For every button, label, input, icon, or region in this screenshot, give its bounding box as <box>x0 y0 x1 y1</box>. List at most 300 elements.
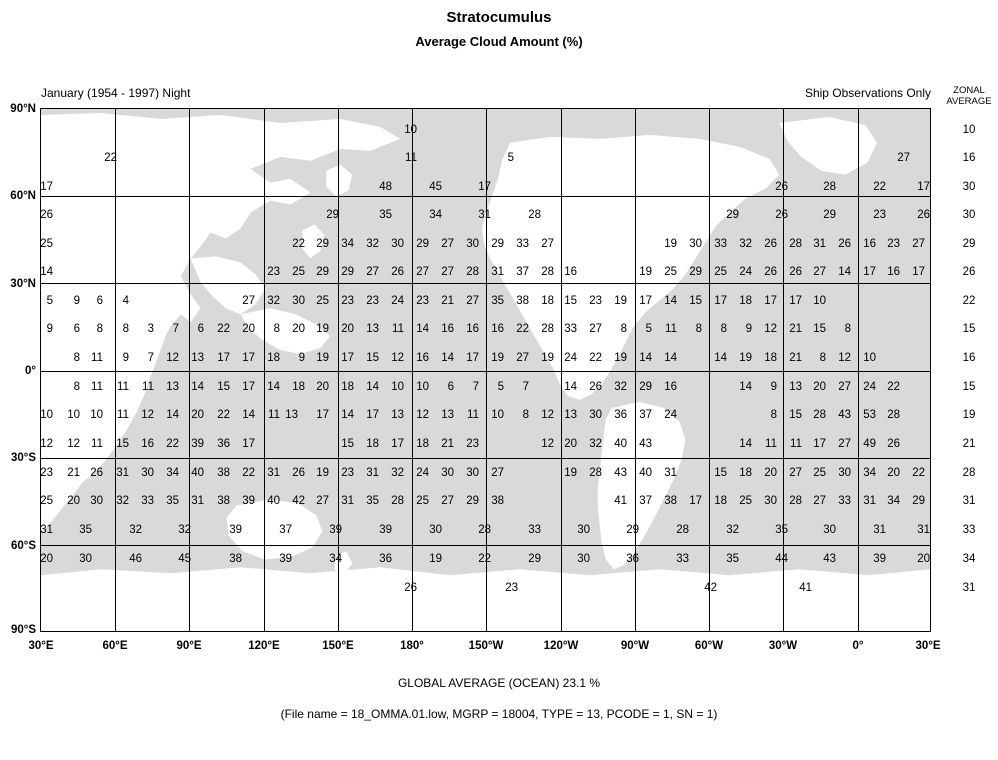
grid-cell-value: 40 <box>267 495 280 507</box>
grid-cell-value: 46 <box>129 553 142 565</box>
grid-cell-value: 18 <box>292 381 305 393</box>
grid-cell-value: 22 <box>242 467 255 479</box>
x-axis-label: 120°E <box>248 640 280 652</box>
y-axis-label: 60°S <box>10 540 36 552</box>
grid-cell-value: 29 <box>326 209 339 221</box>
grid-cell-value: 19 <box>541 352 554 364</box>
x-axis-label: 60°E <box>102 640 128 652</box>
grid-cell-value: 21 <box>789 323 802 335</box>
grid-cell-value: 28 <box>823 181 836 193</box>
x-axis-label: 30°E <box>28 640 54 652</box>
grid-cell-value: 30 <box>823 524 836 536</box>
grid-cell-value: 23 <box>341 295 354 307</box>
grid-cell-value: 7 <box>472 381 479 393</box>
grid-cell-value: 36 <box>614 409 627 421</box>
grid-cell-value: 28 <box>391 495 404 507</box>
grid-cell-value: 27 <box>789 467 802 479</box>
grid-cell-value: 39 <box>873 553 886 565</box>
grid-cell-value: 34 <box>429 209 442 221</box>
grid-cell-value: 19 <box>664 238 677 250</box>
grid-cell-value: 26 <box>838 238 851 250</box>
grid-cell-value: 14 <box>242 409 255 421</box>
grid-cell-value: 43 <box>614 467 627 479</box>
grid-cell-value: 19 <box>739 352 752 364</box>
grid-cell-value: 48 <box>379 181 392 193</box>
grid-cell-value: 14 <box>714 352 727 364</box>
grid-cell-value: 17 <box>764 295 777 307</box>
grid-cell-value: 31 <box>813 238 826 250</box>
grid-cell-value: 27 <box>813 266 826 278</box>
grid-cell-value: 22 <box>478 553 491 565</box>
grid-cell-value: 15 <box>813 323 826 335</box>
grid-cell-value: 27 <box>441 266 454 278</box>
grid-cell-value: 39 <box>379 524 392 536</box>
grid-cell-value: 42 <box>704 582 717 594</box>
grid-cell-value: 30 <box>429 524 442 536</box>
grid-cell-value: 41 <box>614 495 627 507</box>
grid-cell-value: 36 <box>379 553 392 565</box>
grid-cell-value: 29 <box>689 266 702 278</box>
grid-cell-value: 32 <box>267 295 280 307</box>
zonal-average-value: 34 <box>962 553 976 565</box>
grid-cell-value: 17 <box>391 438 404 450</box>
grid-cell-value: 19 <box>564 467 577 479</box>
grid-cell-value: 25 <box>664 266 677 278</box>
grid-cell-value: 9 <box>46 323 53 335</box>
grid-cell-value: 29 <box>316 266 329 278</box>
page-subtitle: Average Cloud Amount (%) <box>415 34 583 49</box>
grid-cell-value: 24 <box>416 467 429 479</box>
grid-cell-value: 18 <box>764 352 777 364</box>
grid-cell-value: 31 <box>116 467 129 479</box>
grid-cell-value: 8 <box>522 409 529 421</box>
grid-cell-value: 30 <box>577 553 590 565</box>
period-caption: January (1954 - 1997) Night <box>41 86 191 100</box>
grid-cell-value: 32 <box>589 438 602 450</box>
grid-cell-value: 28 <box>528 209 541 221</box>
grid-cell-value: 9 <box>73 295 80 307</box>
grid-cell-value: 12 <box>67 438 80 450</box>
global-average-text: GLOBAL AVERAGE (OCEAN) 23.1 % <box>397 676 601 690</box>
grid-cell-value: 12 <box>541 438 554 450</box>
zonal-average-value: 30 <box>962 181 976 193</box>
grid-cell-value: 23 <box>416 295 429 307</box>
grid-cell-value: 30 <box>764 495 777 507</box>
grid-cell-value: 20 <box>242 323 255 335</box>
grid-cell-value: 33 <box>714 238 727 250</box>
grid-cell-value: 11 <box>142 381 154 393</box>
x-axis-label: 180° <box>400 640 424 652</box>
grid-cell-value: 22 <box>292 238 305 250</box>
grid-cell-value: 33 <box>838 495 851 507</box>
grid-cell-value: 17 <box>714 295 727 307</box>
zonal-average-value: 33 <box>962 524 976 536</box>
grid-cell-value: 32 <box>726 524 739 536</box>
y-axis-label: 90°N <box>10 103 36 115</box>
grid-cell-value: 18 <box>739 467 752 479</box>
grid-cell-value: 14 <box>838 266 851 278</box>
grid-cell-value: 9 <box>745 323 752 335</box>
zonal-average-value: 26 <box>962 266 976 278</box>
grid-cell-value: 11 <box>790 438 802 450</box>
grid-cell-value: 35 <box>775 524 788 536</box>
grid-cell-value: 29 <box>341 266 354 278</box>
grid-cell-value: 6 <box>96 295 103 307</box>
grid-cell-value: 39 <box>229 524 242 536</box>
x-axis-label: 0° <box>852 640 864 652</box>
grid-cell-value: 13 <box>191 352 204 364</box>
grid-cell-value: 13 <box>166 381 179 393</box>
grid-cell-value: 11 <box>268 409 280 421</box>
grid-cell-value: 11 <box>765 438 777 450</box>
grid-cell-value: 31 <box>873 524 886 536</box>
grid-cell-value: 18 <box>267 352 280 364</box>
grid-cell-value: 31 <box>191 495 204 507</box>
grid-cell-value: 33 <box>676 553 689 565</box>
grid-cell-value: 20 <box>341 323 354 335</box>
gridline-horizontal <box>41 196 930 197</box>
grid-cell-value: 11 <box>91 352 103 364</box>
grid-cell-value: 8 <box>96 323 103 335</box>
grid-cell-value: 26 <box>764 266 777 278</box>
grid-cell-value: 37 <box>639 409 652 421</box>
zonal-average-value: 22 <box>962 295 976 307</box>
grid-cell-value: 14 <box>191 381 204 393</box>
grid-cell-value: 19 <box>639 266 652 278</box>
grid-cell-value: 27 <box>491 467 504 479</box>
grid-cell-value: 17 <box>689 495 702 507</box>
grid-cell-value: 33 <box>516 238 529 250</box>
grid-cell-value: 27 <box>516 352 529 364</box>
grid-cell-value: 11 <box>665 323 677 335</box>
grid-cell-value: 20 <box>191 409 204 421</box>
grid-cell-value: 12 <box>40 438 53 450</box>
grid-cell-value: 20 <box>564 438 577 450</box>
grid-cell-value: 22 <box>912 467 925 479</box>
grid-cell-value: 37 <box>279 524 292 536</box>
grid-cell-value: 10 <box>404 124 417 136</box>
grid-cell-value: 11 <box>91 438 103 450</box>
grid-cell-value: 27 <box>838 438 851 450</box>
grid-cell-value: 43 <box>823 553 836 565</box>
grid-cell-value: 27 <box>897 152 910 164</box>
grid-cell-value: 40 <box>614 438 627 450</box>
grid-cell-value: 8 <box>819 352 826 364</box>
grid-cell-value: 49 <box>863 438 876 450</box>
grid-cell-value: 27 <box>541 238 554 250</box>
y-axis-label: 30°S <box>10 452 36 464</box>
grid-cell-value: 34 <box>166 467 179 479</box>
grid-cell-value: 22 <box>516 323 529 335</box>
grid-cell-value: 17 <box>917 181 930 193</box>
grid-cell-value: 8 <box>73 352 80 364</box>
zonal-average-value: 10 <box>962 124 976 136</box>
grid-cell-value: 37 <box>516 266 529 278</box>
grid-cell-value: 14 <box>564 381 577 393</box>
grid-cell-value: 34 <box>341 238 354 250</box>
grid-cell-value: 30 <box>466 467 479 479</box>
grid-cell-value: 16 <box>863 238 876 250</box>
grid-cell-value: 22 <box>104 152 117 164</box>
grid-cell-value: 24 <box>739 266 752 278</box>
grid-cell-value: 28 <box>789 238 802 250</box>
grid-cell-value: 38 <box>217 467 230 479</box>
x-axis-label: 30°W <box>768 640 798 652</box>
grid-cell-value: 28 <box>466 266 479 278</box>
grid-cell-value: 7 <box>172 323 179 335</box>
grid-cell-value: 17 <box>341 352 354 364</box>
grid-cell-value: 18 <box>416 438 429 450</box>
grid-cell-value: 30 <box>141 467 154 479</box>
grid-cell-value: 13 <box>285 409 298 421</box>
zonal-average-value: 21 <box>962 438 976 450</box>
grid-cell-value: 9 <box>122 352 129 364</box>
x-axis-label: 120°W <box>543 640 579 652</box>
grid-cell-value: 32 <box>178 524 191 536</box>
grid-cell-value: 28 <box>887 409 900 421</box>
grid-cell-value: 34 <box>887 495 900 507</box>
y-axis-label: 90°S <box>10 624 36 636</box>
grid-cell-value: 30 <box>838 467 851 479</box>
gridline-vertical <box>115 109 116 631</box>
grid-cell-value: 12 <box>541 409 554 421</box>
grid-cell-value: 25 <box>40 495 53 507</box>
grid-cell-value: 29 <box>823 209 836 221</box>
grid-cell-value: 24 <box>863 381 876 393</box>
grid-cell-value: 26 <box>391 266 404 278</box>
grid-cell-value: 40 <box>639 467 652 479</box>
grid-cell-value: 7 <box>522 381 529 393</box>
grid-cell-value: 17 <box>316 409 329 421</box>
grid-cell-value: 30 <box>391 238 404 250</box>
grid-cell-value: 35 <box>379 209 392 221</box>
grid-cell-value: 20 <box>40 553 53 565</box>
grid-cell-value: 31 <box>40 524 53 536</box>
grid-cell-value: 17 <box>863 266 876 278</box>
grid-cell-value: 32 <box>116 495 129 507</box>
grid-cell-value: 30 <box>79 553 92 565</box>
source-caption: Ship Observations Only <box>804 86 931 100</box>
grid-cell-value: 33 <box>564 323 577 335</box>
grid-cell-value: 28 <box>478 524 491 536</box>
grid-cell-value: 14 <box>267 381 280 393</box>
grid-cell-value: 11 <box>392 323 404 335</box>
page-title: Stratocumulus <box>446 9 552 26</box>
grid-cell-value: 21 <box>67 467 80 479</box>
grid-cell-value: 20 <box>316 381 329 393</box>
grid-cell-value: 25 <box>813 467 826 479</box>
grid-cell-value: 20 <box>292 323 305 335</box>
zonal-average-value: 15 <box>962 323 976 335</box>
grid-cell-value: 23 <box>267 266 280 278</box>
grid-cell-value: 27 <box>589 323 602 335</box>
grid-cell-value: 31 <box>366 467 379 479</box>
grid-cell-value: 30 <box>90 495 103 507</box>
grid-cell-value: 14 <box>341 409 354 421</box>
grid-cell-value: 12 <box>416 409 429 421</box>
grid-cell-value: 17 <box>639 295 652 307</box>
grid-cell-value: 25 <box>739 495 752 507</box>
grid-cell-value: 26 <box>764 238 777 250</box>
grid-cell-value: 18 <box>541 295 554 307</box>
grid-cell-value: 28 <box>813 409 826 421</box>
grid-cell-value: 14 <box>639 352 652 364</box>
grid-cell-value: 27 <box>242 295 255 307</box>
grid-cell-value: 12 <box>838 352 851 364</box>
grid-cell-value: 23 <box>589 295 602 307</box>
grid-cell-value: 13 <box>564 409 577 421</box>
grid-cell-value: 28 <box>541 266 554 278</box>
grid-cell-value: 15 <box>341 438 354 450</box>
zonal-average-header-line2: AVERAGE <box>946 96 992 107</box>
grid-cell-value: 33 <box>528 524 541 536</box>
grid-cell-value: 14 <box>739 438 752 450</box>
grid-cell-value: 11 <box>117 381 129 393</box>
grid-cell-value: 14 <box>739 381 752 393</box>
zonal-average-value: 16 <box>962 152 976 164</box>
grid-cell-value: 17 <box>789 295 802 307</box>
grid-cell-value: 23 <box>873 209 886 221</box>
grid-cell-value: 26 <box>775 209 788 221</box>
grid-cell-value: 38 <box>491 495 504 507</box>
grid-cell-value: 19 <box>614 352 627 364</box>
grid-cell-value: 26 <box>789 266 802 278</box>
grid-cell-value: 23 <box>341 467 354 479</box>
grid-cell-value: 8 <box>122 323 129 335</box>
x-axis-label: 150°E <box>322 640 354 652</box>
zonal-average-value: 30 <box>962 209 976 221</box>
grid-cell-value: 26 <box>887 438 900 450</box>
grid-cell-value: 29 <box>316 238 329 250</box>
grid-cell-value: 11 <box>91 381 103 393</box>
grid-cell-value: 17 <box>466 352 479 364</box>
grid-cell-value: 11 <box>405 152 417 164</box>
gridline-horizontal <box>41 458 930 459</box>
grid-cell-value: 20 <box>764 467 777 479</box>
grid-cell-value: 26 <box>40 209 53 221</box>
gridline-vertical <box>412 109 413 631</box>
grid-cell-value: 35 <box>491 295 504 307</box>
x-axis-label: 150°W <box>468 640 504 652</box>
grid-cell-value: 8 <box>620 323 627 335</box>
grid-cell-value: 27 <box>441 495 454 507</box>
grid-cell-value: 36 <box>626 553 639 565</box>
grid-cell-value: 17 <box>40 181 53 193</box>
grid-cell-value: 26 <box>90 467 103 479</box>
grid-cell-value: 22 <box>166 438 179 450</box>
grid-cell-value: 32 <box>391 467 404 479</box>
grid-cell-value: 10 <box>416 381 429 393</box>
grid-cell-value: 37 <box>639 495 652 507</box>
grid-cell-value: 27 <box>416 266 429 278</box>
grid-cell-value: 32 <box>614 381 627 393</box>
grid-cell-value: 11 <box>117 409 129 421</box>
grid-cell-value: 29 <box>639 381 652 393</box>
grid-cell-value: 30 <box>466 238 479 250</box>
grid-cell-value: 27 <box>813 495 826 507</box>
grid-cell-value: 30 <box>589 409 602 421</box>
grid-cell-value: 27 <box>316 495 329 507</box>
grid-cell-value: 24 <box>564 352 577 364</box>
grid-cell-value: 35 <box>79 524 92 536</box>
grid-cell-value: 4 <box>122 295 129 307</box>
grid-cell-value: 22 <box>873 181 886 193</box>
grid-cell-value: 15 <box>689 295 702 307</box>
grid-cell-value: 30 <box>577 524 590 536</box>
grid-cell-value: 28 <box>541 323 554 335</box>
grid-cell-value: 23 <box>40 467 53 479</box>
grid-cell-value: 15 <box>217 381 230 393</box>
grid-cell-value: 28 <box>589 467 602 479</box>
grid-cell-value: 10 <box>40 409 53 421</box>
grid-cell-value: 40 <box>191 467 204 479</box>
grid-cell-value: 14 <box>664 295 677 307</box>
grid-cell-value: 15 <box>366 352 379 364</box>
grid-cell-value: 17 <box>242 438 255 450</box>
grid-cell-value: 14 <box>366 381 379 393</box>
grid-cell-value: 15 <box>116 438 129 450</box>
gridline-vertical <box>264 109 265 631</box>
gridline-horizontal <box>41 371 930 372</box>
grid-cell-value: 6 <box>73 323 80 335</box>
grid-cell-value: 16 <box>887 266 900 278</box>
zonal-average-value: 28 <box>962 467 976 479</box>
gridline-horizontal <box>41 545 930 546</box>
zonal-average-value: 19 <box>962 409 976 421</box>
grid-cell-value: 53 <box>863 409 876 421</box>
grid-cell-value: 31 <box>917 524 930 536</box>
y-axis-label: 30°N <box>10 278 36 290</box>
grid-cell-value: 17 <box>217 352 230 364</box>
grid-cell-value: 19 <box>316 352 329 364</box>
grid-cell-value: 5 <box>507 152 514 164</box>
grid-cell-value: 27 <box>366 266 379 278</box>
grid-cell-value: 29 <box>491 238 504 250</box>
grid-cell-value: 43 <box>838 409 851 421</box>
grid-cell-value: 31 <box>664 467 677 479</box>
x-axis-label: 60°W <box>694 640 724 652</box>
grid-cell-value: 17 <box>242 352 255 364</box>
grid-cell-value: 19 <box>316 323 329 335</box>
zonal-average-value: 31 <box>962 495 976 507</box>
grid-cell-value: 19 <box>614 295 627 307</box>
grid-cell-value: 3 <box>147 323 154 335</box>
grid-cell-value: 16 <box>564 266 577 278</box>
x-axis-label: 90°W <box>620 640 650 652</box>
grid-cell-value: 13 <box>789 381 802 393</box>
x-axis-label: 90°E <box>176 640 202 652</box>
grid-cell-value: 14 <box>40 266 53 278</box>
grid-cell-value: 12 <box>764 323 777 335</box>
grid-cell-value: 19 <box>429 553 442 565</box>
grid-cell-value: 5 <box>497 381 504 393</box>
zonal-average-header <box>940 85 998 107</box>
grid-cell-value: 13 <box>441 409 454 421</box>
grid-cell-value: 25 <box>416 495 429 507</box>
grid-cell-value: 42 <box>292 495 305 507</box>
grid-cell-value: 22 <box>217 409 230 421</box>
grid-cell-value: 23 <box>887 238 900 250</box>
grid-cell-value: 16 <box>664 381 677 393</box>
grid-cell-value: 14 <box>664 352 677 364</box>
grid-cell-value: 22 <box>217 323 230 335</box>
grid-cell-value: 20 <box>887 467 900 479</box>
gridline-vertical <box>858 109 859 631</box>
grid-cell-value: 33 <box>141 495 154 507</box>
grid-cell-value: 21 <box>441 438 454 450</box>
grid-cell-value: 44 <box>775 553 788 565</box>
grid-cell-value: 19 <box>316 467 329 479</box>
